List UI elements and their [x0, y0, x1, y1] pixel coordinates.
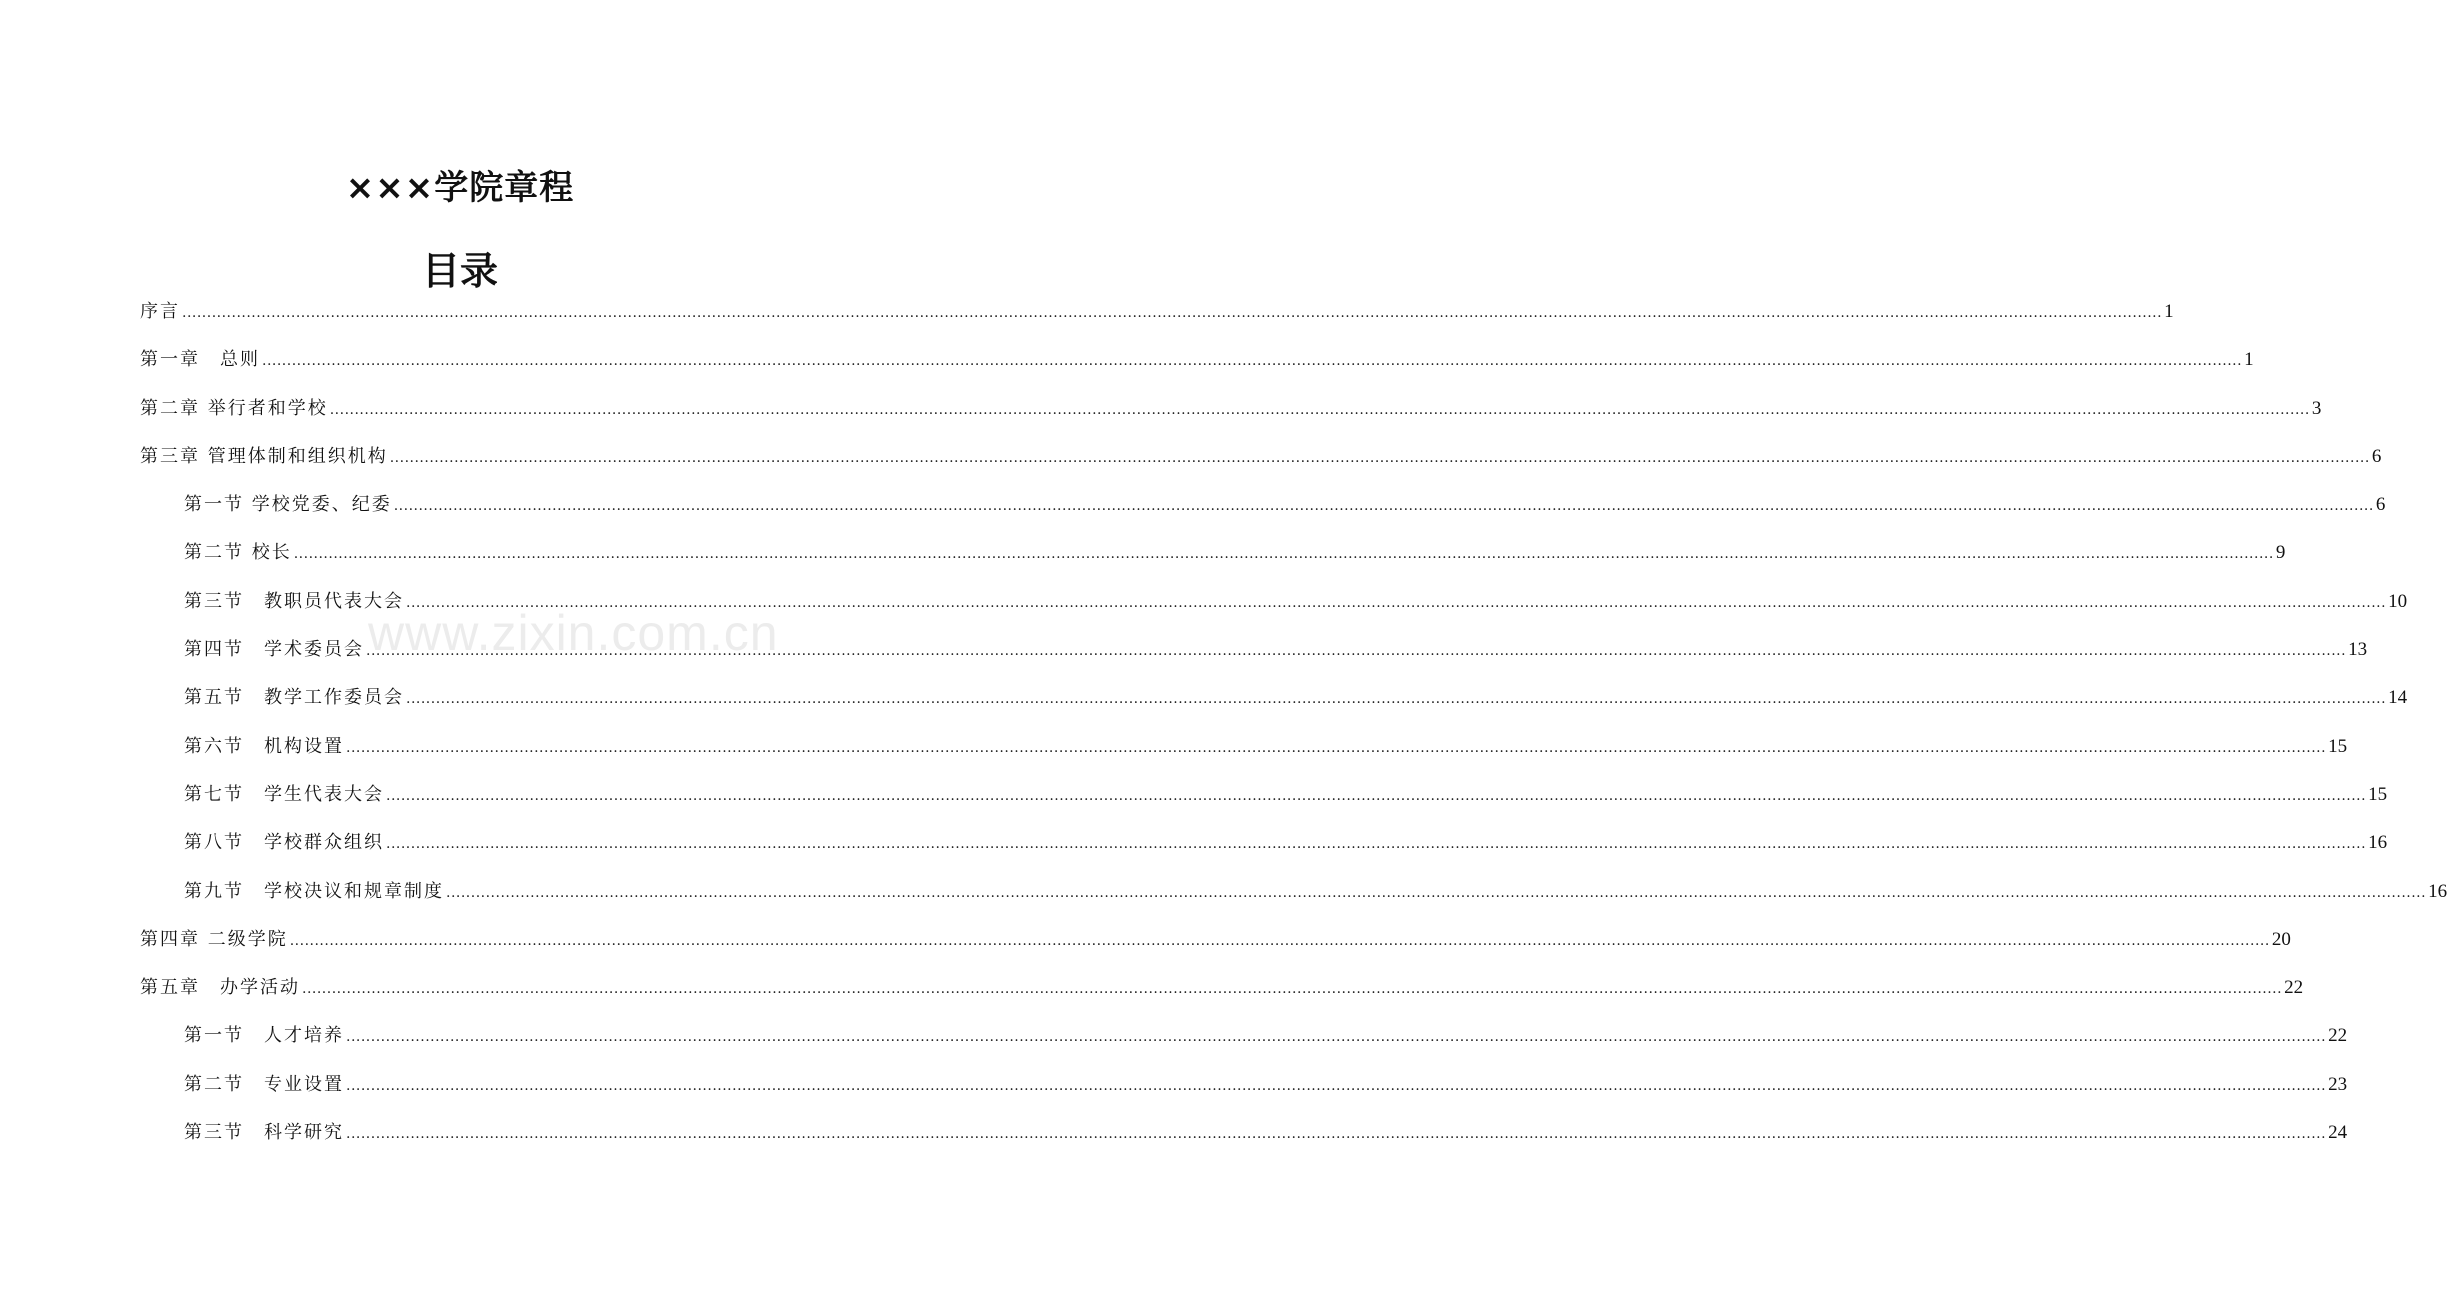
toc-page-number: 20 [2271, 928, 2291, 950]
toc-page-number: 16 [2368, 832, 2388, 854]
toc-entry[interactable] [140, 439, 2382, 487]
toc-entry-label: 第五节 教学工作委员会 [184, 687, 404, 709]
toc-entry[interactable] [140, 342, 2254, 390]
toc-entry-label: 第五章 办学活动 [140, 977, 300, 999]
document-title: ×××学院章程 [345, 168, 575, 208]
toc-entry-label: 第八节 学校群众组织 [184, 832, 384, 854]
toc-page-number: 15 [2368, 783, 2388, 805]
toc-dot-leader: ................................................................................................................................................................................................................................................................................................................................................................................................................ [386, 787, 2367, 804]
toc-entry[interactable] [140, 632, 2368, 680]
toc-entry-label: 第四章 二级学院 [140, 928, 288, 950]
toc-entry[interactable] [140, 1018, 2348, 1066]
toc-entry-label: 序言 [140, 301, 180, 322]
toc-entry[interactable] [140, 1115, 2348, 1163]
toc-entry[interactable] [140, 294, 2174, 342]
toc-entry-label: 第二节 校长 [184, 542, 292, 564]
watermark: www.zixin.com.cn [368, 605, 779, 661]
toc-entry[interactable] [140, 874, 2447, 922]
toc-page-number: 14 [2388, 687, 2408, 709]
toc-page-number: 16 [2428, 880, 2447, 902]
toc-entry-label: 第一节 学校党委、纪委 [184, 494, 392, 516]
toc-dot-leader: ................................................................................................................................................................................................................................................................................................................................................................................................................ [329, 401, 2310, 418]
toc-entry[interactable] [140, 825, 2388, 873]
toc-dot-leader: ................................................................................................................................................................................................................................................................................................................................................................................................................ [346, 739, 2327, 756]
toc-dot-leader: ................................................................................................................................................................................................................................................................................................................................................................................................................ [346, 1126, 2327, 1143]
toc-dot-leader: ................................................................................................................................................................................................................................................................................................................................................................................................................ [293, 546, 2274, 563]
toc-dot-leader: ................................................................................................................................................................................................................................................................................................................................................................................................................ [302, 981, 2283, 998]
toc-dot-leader: ................................................................................................................................................................................................................................................................................................................................................................................................................ [406, 691, 2387, 708]
toc-entry-label: 第一章 总则 [140, 349, 260, 371]
toc-entry-label: 第七节 学生代表大会 [184, 783, 384, 805]
toc-page-number: 15 [2328, 735, 2348, 757]
toc-heading: 目录 [421, 249, 498, 293]
toc-dot-leader: ................................................................................................................................................................................................................................................................................................................................................................................................................ [346, 1077, 2327, 1094]
toc-dot-leader: ................................................................................................................................................................................................................................................................................................................................................................................................................ [182, 305, 2163, 321]
toc-page-number: 10 [2388, 590, 2408, 612]
toc-page-number: 3 [2311, 397, 2322, 419]
toc-page-number: 1 [2164, 301, 2174, 322]
toc-entry-label: 第三节 科学研究 [184, 1122, 344, 1144]
toc-page-number: 9 [2275, 542, 2286, 564]
toc-entry[interactable] [140, 391, 2322, 439]
toc-entry-label: 第三节 教职员代表大会 [184, 590, 404, 612]
table-of-contents [140, 294, 2447, 1163]
toc-entry[interactable] [140, 777, 2388, 825]
toc-entry[interactable] [140, 584, 2408, 632]
toc-entry[interactable] [140, 922, 2291, 970]
toc-entry[interactable] [140, 1067, 2348, 1115]
toc-entry-label: 第三章 管理体制和组织机构 [140, 445, 388, 467]
toc-page-number: 22 [2328, 1025, 2348, 1047]
toc-page-number: 6 [2375, 494, 2386, 516]
toc-page-number: 22 [2284, 977, 2304, 999]
toc-page-number: 24 [2328, 1122, 2348, 1144]
toc-page-number: 13 [2348, 639, 2368, 661]
toc-page-number: 6 [2371, 445, 2382, 467]
toc-dot-leader: ................................................................................................................................................................................................................................................................................................................................................................................................................ [346, 1029, 2327, 1046]
toc-entry-label: 第二节 专业设置 [184, 1073, 344, 1095]
toc-page-number: 23 [2328, 1073, 2348, 1095]
toc-entry[interactable] [140, 680, 2408, 728]
toc-dot-leader: ................................................................................................................................................................................................................................................................................................................................................................................................................ [366, 643, 2347, 660]
toc-entry-label: 第二章 举行者和学校 [140, 397, 328, 419]
toc-dot-leader: ................................................................................................................................................................................................................................................................................................................................................................................................................ [389, 449, 2370, 466]
toc-page-number: 1 [2244, 349, 2254, 371]
toc-entry-label: 第九节 学校决议和规章制度 [184, 880, 444, 902]
toc-dot-leader: ................................................................................................................................................................................................................................................................................................................................................................................................................ [386, 836, 2367, 853]
toc-dot-leader: ................................................................................................................................................................................................................................................................................................................................................................................................................ [393, 498, 2374, 515]
toc-entry[interactable] [140, 487, 2386, 535]
toc-dot-leader: ................................................................................................................................................................................................................................................................................................................................................................................................................ [289, 932, 2270, 949]
toc-entry-label: 第六节 机构设置 [184, 735, 344, 757]
toc-entry[interactable] [140, 970, 2304, 1018]
toc-entry-label: 第四节 学术委员会 [184, 639, 364, 661]
toc-dot-leader: ................................................................................................................................................................................................................................................................................................................................................................................................................ [262, 353, 2243, 370]
toc-entry-label: 第一节 人才培养 [184, 1025, 344, 1047]
toc-entry[interactable] [140, 729, 2348, 777]
toc-entry[interactable] [140, 535, 2286, 583]
toc-dot-leader: ................................................................................................................................................................................................................................................................................................................................................................................................................ [446, 884, 2427, 901]
toc-dot-leader: ................................................................................................................................................................................................................................................................................................................................................................................................................ [406, 594, 2387, 611]
